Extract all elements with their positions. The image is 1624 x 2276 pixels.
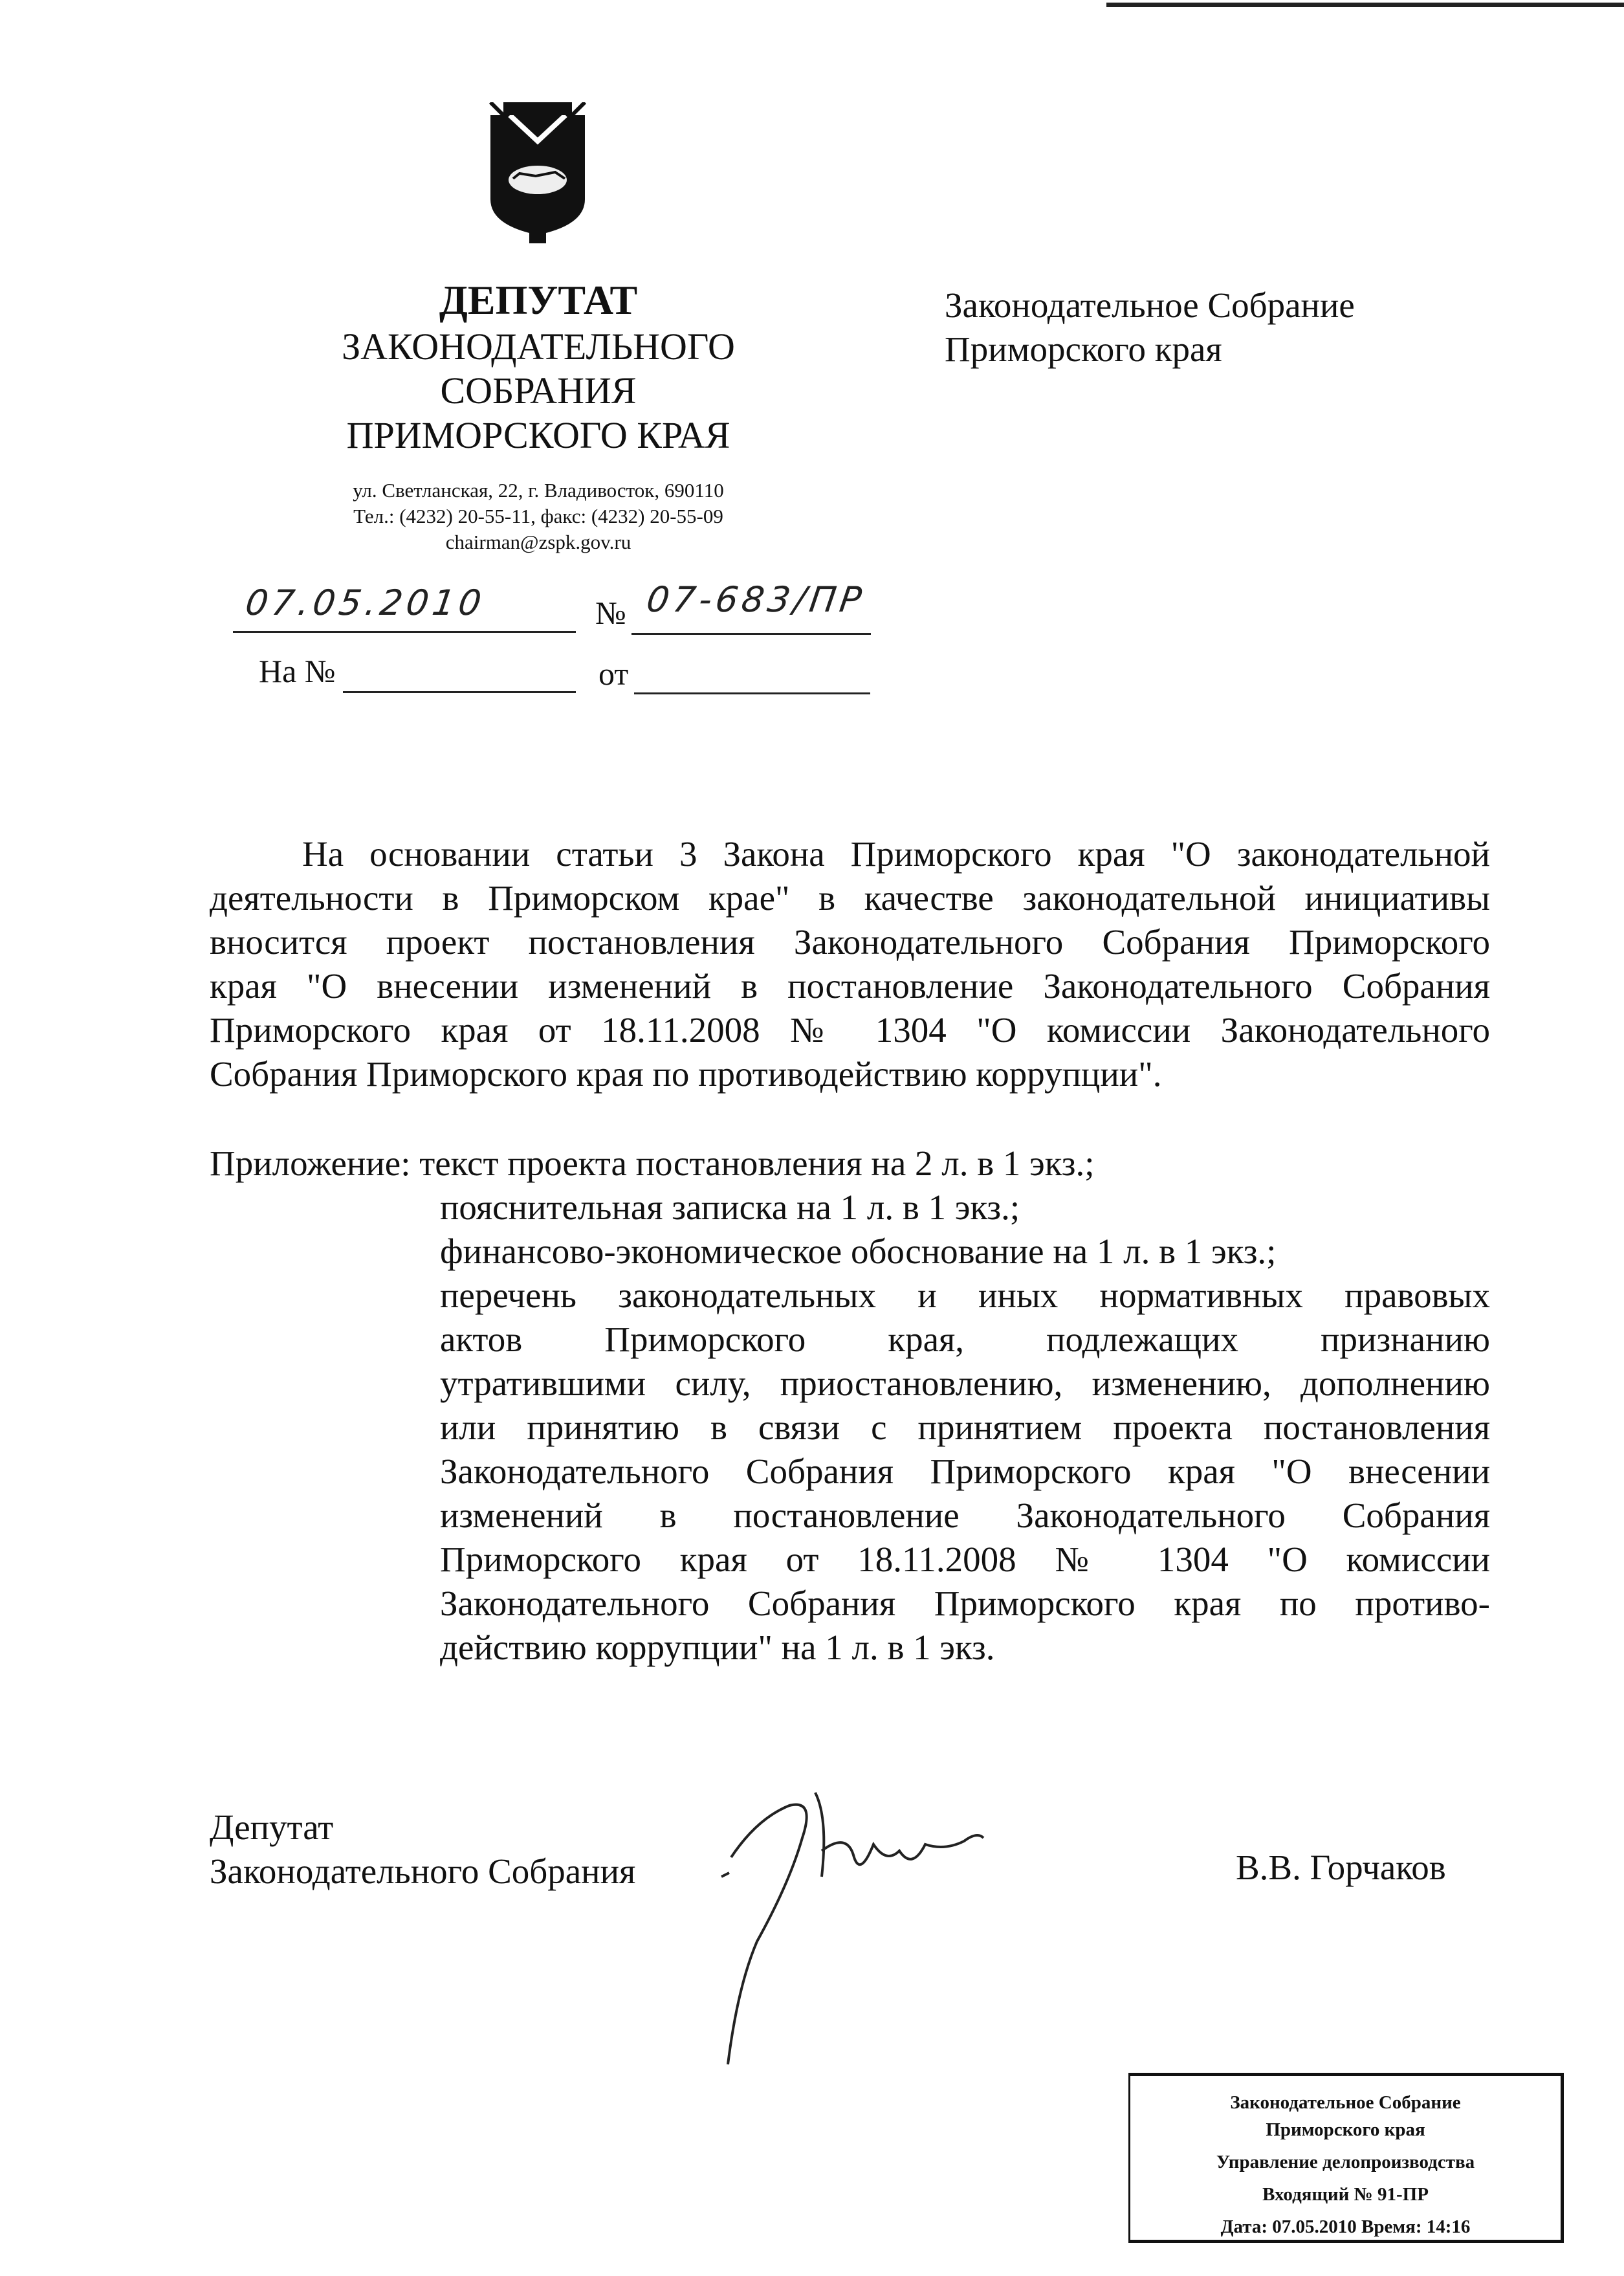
handwritten-signature (718, 1780, 1042, 2071)
letterhead-line: ПРИМОРСКОГО КРАЯ (346, 414, 730, 456)
attachment-list (440, 1186, 1490, 1670)
attachment-line: актов Приморского края, подлежащих признанию (440, 1320, 1490, 1359)
reference-number-line (343, 691, 576, 693)
body-line: Приморского края от 18.11.2008 № 1304 "О комиссии Законодательного (210, 1010, 1490, 1050)
coat-of-arms-emblem (484, 102, 591, 245)
attachment-line: Законодательного Собрания Приморского края по противо- (440, 1584, 1490, 1623)
letterhead-title: ДЕПУТАТ (439, 277, 638, 323)
reference-number-label: На № (259, 653, 336, 689)
stamp-line: Управление делопроизводства (1216, 2152, 1475, 2172)
phone: Тел.: (4232) 20-55-11, факс: (4232) 20-55-09 (353, 505, 723, 527)
email: chairman@zspk.gov.ru (445, 531, 631, 553)
body-paragraph (210, 832, 1490, 1096)
attachment-line: перечень законодательных и иных нормативных правовых (440, 1276, 1490, 1315)
number-underline (631, 633, 871, 635)
letterhead-line: ЗАКОНОДАТЕЛЬНОГО (342, 326, 735, 368)
body-line: На основании статьи 3 Закона Приморского края "О законодательной (302, 834, 1490, 874)
letterhead-contacts (280, 478, 797, 555)
attachment-label: Приложение: (210, 1144, 411, 1183)
scan-edge-line (1106, 3, 1624, 7)
outgoing-number: 07-683/ПР (644, 579, 868, 620)
signatory-name: В.В. Горчаков (1236, 1848, 1446, 1887)
position-line: Депутат (210, 1807, 334, 1847)
position-line: Законодательного Собрания (210, 1851, 636, 1891)
attachment-line: Законодательного Собрания Приморского края "О внесении (440, 1452, 1490, 1491)
recipient (945, 283, 1355, 371)
recipient-line: Приморского края (945, 329, 1222, 369)
attachment-item: текст проекта постановления на 2 л. в 1 экз.; (419, 1144, 1095, 1183)
attachment-line: утратившими силу, приостановлению, изменению, дополнению (440, 1364, 1490, 1403)
attachment-line: Приморского края от 18.11.2008 № 1304 "О комиссии (440, 1540, 1490, 1579)
incoming-registration-stamp (1128, 2073, 1564, 2243)
attachment-line: действию коррупции" на 1 л. в 1 экз. (440, 1628, 995, 1667)
stamp-line: Дата: 07.05.2010 Время: 14:16 (1220, 2216, 1471, 2237)
body-line: вносится проект постановления Законодательного Собрания Приморского (210, 922, 1490, 962)
number-label: № (595, 595, 626, 631)
letterhead-line: СОБРАНИЯ (440, 370, 637, 412)
attachment-line: финансово-экономическое обоснование на 1 л. в 1 экз.; (440, 1232, 1277, 1271)
attachment-line: пояснительная записка на 1 л. в 1 экз.; (440, 1188, 1020, 1227)
address: ул. Светланская, 22, г. Владивосток, 690110 (353, 479, 724, 502)
attachment-first (210, 1142, 1095, 1186)
stamp-line: Входящий № 91-ПР (1262, 2184, 1429, 2205)
stamp-line: Приморского края (1266, 2119, 1425, 2140)
date-underline (233, 631, 576, 633)
attachment-line: или принятию в связи с принятием проекта постановления (440, 1408, 1490, 1447)
signatory-position (210, 1806, 635, 1894)
recipient-line: Законодательное Собрание (945, 285, 1355, 325)
outgoing-date: 07.05.2010 (243, 582, 488, 623)
reference-date-line (634, 692, 870, 694)
body-line: края "О внесении изменений в постановление Законодательного Собрания (210, 966, 1490, 1006)
attachment-line: изменений в постановление Законодательного Собрания (440, 1496, 1490, 1535)
stamp-line: Законодательное Собрание (1230, 2092, 1461, 2113)
reference-date-label: от (598, 656, 629, 692)
body-line: деятельности в Приморском крае" в качестве законодательной инициативы (210, 878, 1490, 918)
body-line: Собрания Приморского края по противодействию коррупции". (210, 1054, 1162, 1094)
